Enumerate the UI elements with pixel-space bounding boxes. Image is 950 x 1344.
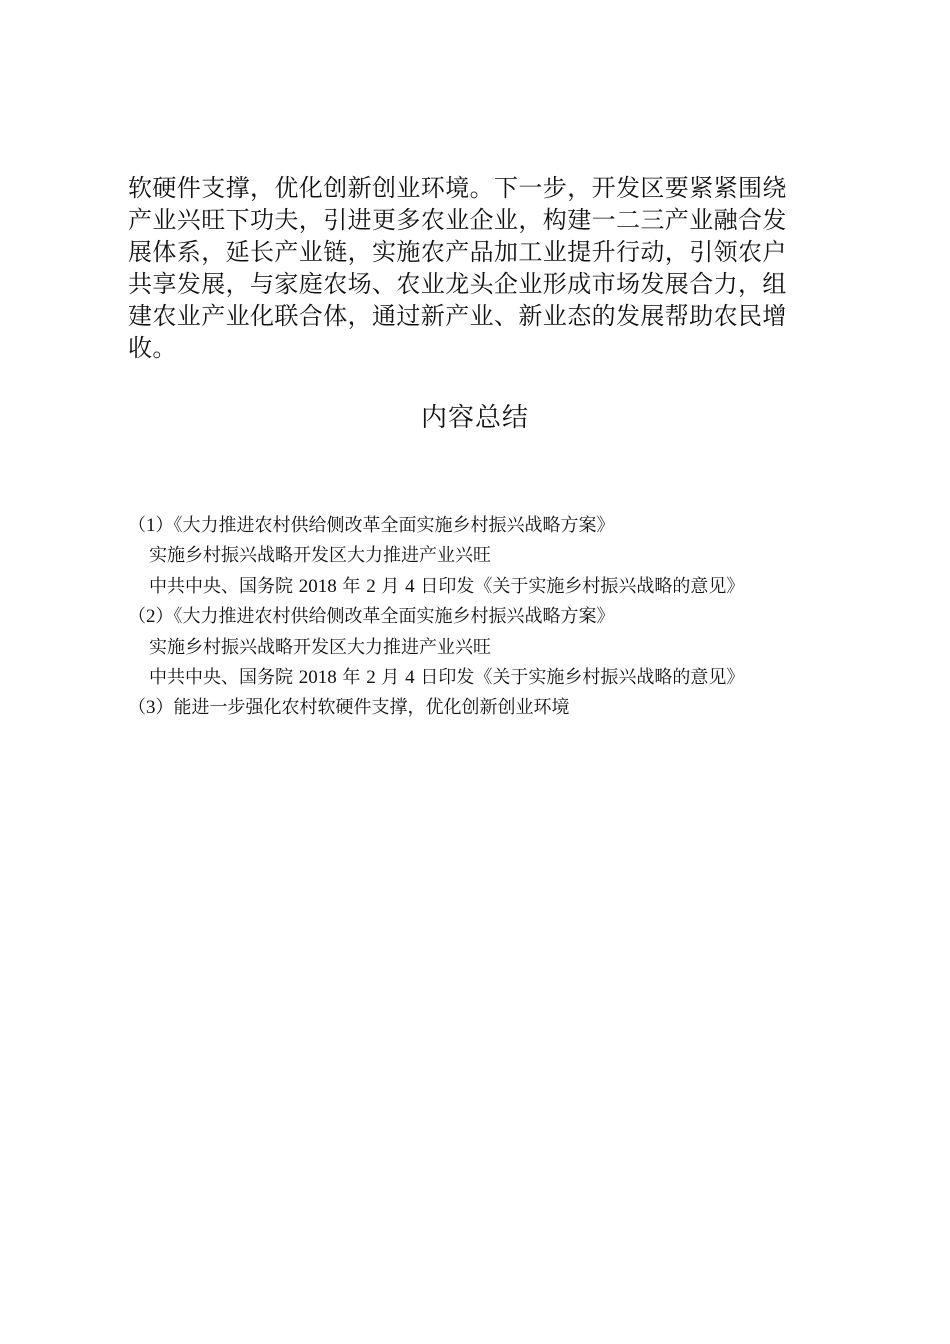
close-paren: ） (155, 697, 174, 719)
item-number: 3 (146, 697, 156, 719)
paragraph-line: 软硬件支撑，优化创新创业环境。下一步，开发区要紧紧围绕 (128, 174, 787, 202)
paragraph-line: 共享发展，与家庭农场、农业龙头企业形成市场发展合力，组 (128, 270, 787, 298)
text-segment: 中共中央、国务院 (149, 667, 299, 689)
text-segment: 月 (375, 667, 406, 689)
item-title: 能进一步强化农村软硬件支撑，优化创新创业环境 (173, 697, 570, 719)
summary-item-3-title (128, 693, 828, 723)
summary-item-1-line3 (128, 572, 828, 602)
close-paren: ） (155, 606, 174, 628)
paragraph-line: 产业兴旺下功夫，引进更多农业企业，构建一二三产业融合发 (128, 206, 787, 234)
text-segment: 日印发《关于实施乡村振兴战略的意见》 (414, 575, 745, 597)
summary-list (128, 511, 828, 724)
summary-item-2-line3 (128, 663, 828, 693)
text-segment: 年 (336, 575, 367, 597)
item-number: 2 (146, 606, 156, 628)
item-title: 《大力推进农村供给侧改革全面实施乡村振兴战略方案》 (173, 515, 615, 536)
text-segment: 中共中央、国务院 (149, 575, 299, 597)
month-number: 2 (366, 667, 376, 689)
summary-item-2-title (128, 602, 828, 632)
open-paren: （ (128, 606, 146, 628)
paragraph-line: 收。 (128, 334, 177, 362)
open-paren: （ (128, 697, 146, 719)
item-number: 1 (146, 515, 156, 536)
text-segment: 日印发《关于实施乡村振兴战略的意见》 (414, 667, 745, 689)
summary-heading: 内容总结 (420, 403, 529, 433)
day-number: 4 (405, 667, 415, 689)
item-title: 《大力推进农村供给侧改革全面实施乡村振兴战略方案》 (173, 606, 615, 628)
day-number: 4 (405, 575, 415, 597)
summary-item-2-line2: 实施乡村振兴战略开发区大力推进产业兴旺 (149, 636, 491, 658)
paragraph-line: 建农业产业化联合体，通过新产业、新业态的发展帮助农民增 (128, 302, 787, 330)
open-paren: （ (128, 515, 146, 536)
text-segment: 年 (336, 667, 367, 689)
body-paragraph (128, 172, 823, 364)
year-number: 2018 (298, 575, 337, 597)
month-number: 2 (366, 575, 376, 597)
year-number: 2018 (298, 667, 337, 689)
text-segment: 月 (375, 575, 406, 597)
summary-item-1-line2: 实施乡村振兴战略开发区大力推进产业兴旺 (149, 545, 491, 567)
close-paren: ） (155, 515, 174, 536)
summary-item-1-title (128, 511, 828, 541)
paragraph-line: 展体系，延长产业链，实施农产品加工业提升行动，引领农户 (128, 238, 787, 266)
